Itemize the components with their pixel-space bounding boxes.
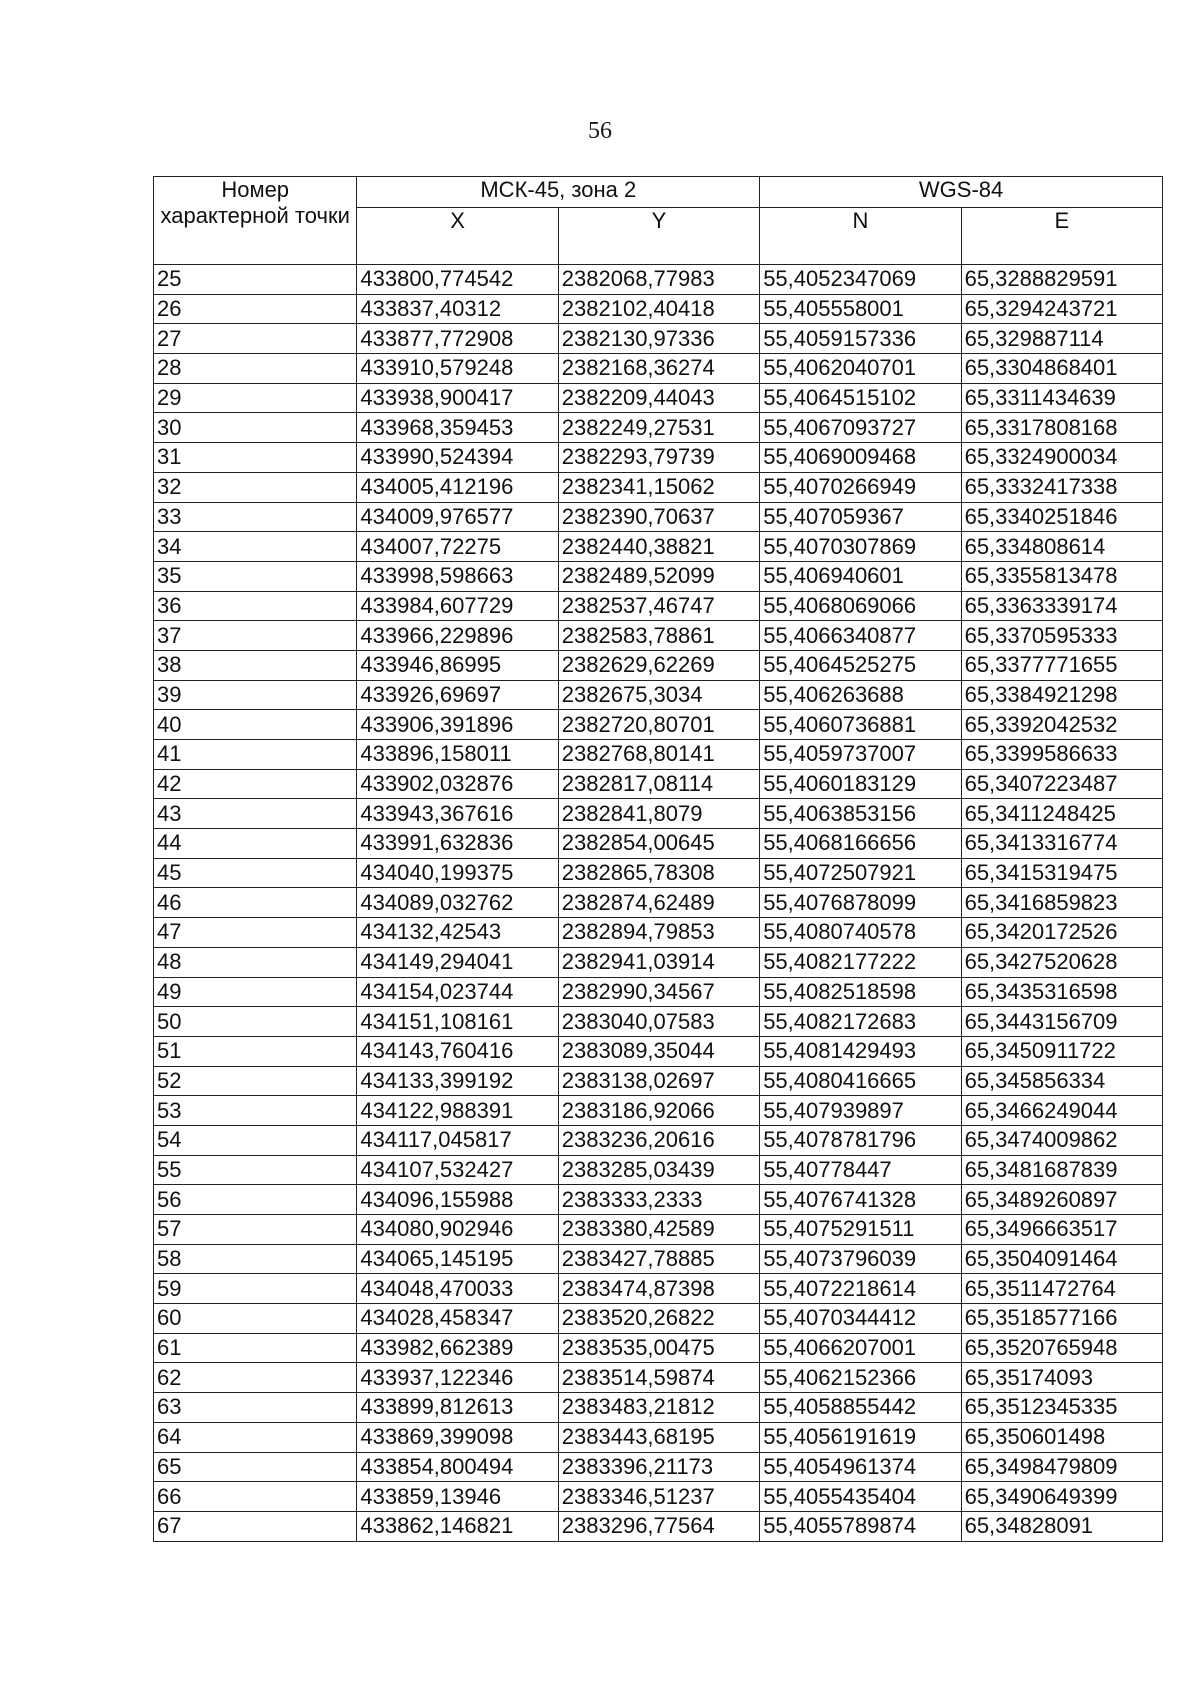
x-cell: 433899,812613: [357, 1393, 558, 1423]
n-cell: 55,4056191619: [760, 1422, 961, 1452]
x-cell: 433800,774542: [357, 265, 558, 295]
e-cell: 65,3304868401: [961, 354, 1162, 384]
e-cell: 65,3288829591: [961, 265, 1162, 295]
point-number-cell: 36: [154, 591, 357, 621]
table-row: [154, 561, 1163, 591]
x-cell: 433998,598663: [357, 561, 558, 591]
table-row: [154, 1155, 1163, 1185]
y-cell: 2382440,38821: [558, 532, 759, 562]
x-cell: 433906,391896: [357, 710, 558, 740]
table-row: [154, 354, 1163, 384]
e-cell: 65,3413316774: [961, 829, 1162, 859]
x-cell: 434149,294041: [357, 947, 558, 977]
e-cell: 65,3466249044: [961, 1096, 1162, 1126]
x-cell: 433877,772908: [357, 324, 558, 354]
table-row: [154, 1244, 1163, 1274]
point-number-cell: 65: [154, 1452, 357, 1482]
point-number-cell: 44: [154, 829, 357, 859]
n-cell: 55,4068069066: [760, 591, 961, 621]
e-cell: 65,3332417338: [961, 472, 1162, 502]
x-cell: 433990,524394: [357, 443, 558, 473]
y-cell: 2383483,21812: [558, 1393, 759, 1423]
x-cell: 434028,458347: [357, 1304, 558, 1334]
e-cell: 65,3490649399: [961, 1482, 1162, 1512]
table-row: [154, 443, 1163, 473]
table-row: [154, 1036, 1163, 1066]
table-body: [154, 265, 1163, 1542]
table-row: [154, 1333, 1163, 1363]
e-cell: 65,3294243721: [961, 294, 1162, 324]
n-cell: 55,405558001: [760, 294, 961, 324]
point-number-cell: 51: [154, 1036, 357, 1066]
n-cell: 55,407939897: [760, 1096, 961, 1126]
n-cell: 55,4070344412: [760, 1304, 961, 1334]
point-number-cell: 28: [154, 354, 357, 384]
point-number-cell: 27: [154, 324, 357, 354]
e-cell: 65,3415319475: [961, 858, 1162, 888]
x-cell: 433896,158011: [357, 740, 558, 770]
point-number-cell: 56: [154, 1185, 357, 1215]
e-cell: 65,3481687839: [961, 1155, 1162, 1185]
n-cell: 55,4067093727: [760, 413, 961, 443]
point-number-cell: 47: [154, 918, 357, 948]
n-cell: 55,4066207001: [760, 1333, 961, 1363]
table-row: [154, 1274, 1163, 1304]
table-row: [154, 1363, 1163, 1393]
x-cell: 433902,032876: [357, 769, 558, 799]
point-number-cell: 52: [154, 1066, 357, 1096]
x-cell: 434117,045817: [357, 1125, 558, 1155]
x-cell: 433968,359453: [357, 413, 558, 443]
point-number-cell: 64: [154, 1422, 357, 1452]
n-cell: 55,4060736881: [760, 710, 961, 740]
e-cell: 65,3411248425: [961, 799, 1162, 829]
e-cell: 65,345856334: [961, 1066, 1162, 1096]
point-number-cell: 41: [154, 740, 357, 770]
table-row: [154, 265, 1163, 295]
table-row: [154, 1185, 1163, 1215]
header-wgs84: WGS-84: [760, 177, 1163, 208]
point-number-cell: 42: [154, 769, 357, 799]
y-cell: 2383380,42589: [558, 1215, 759, 1245]
table-row: [154, 1007, 1163, 1037]
n-cell: 55,4076878099: [760, 888, 961, 918]
point-number-cell: 53: [154, 1096, 357, 1126]
e-cell: 65,3443156709: [961, 1007, 1162, 1037]
table-row: [154, 621, 1163, 651]
e-cell: 65,3399586633: [961, 740, 1162, 770]
n-cell: 55,4070266949: [760, 472, 961, 502]
e-cell: 65,3407223487: [961, 769, 1162, 799]
y-cell: 2382894,79853: [558, 918, 759, 948]
y-cell: 2382489,52099: [558, 561, 759, 591]
point-number-cell: 45: [154, 858, 357, 888]
point-number-cell: 54: [154, 1125, 357, 1155]
e-cell: 65,3511472764: [961, 1274, 1162, 1304]
e-cell: 65,3420172526: [961, 918, 1162, 948]
y-cell: 2382817,08114: [558, 769, 759, 799]
point-number-cell: 58: [154, 1244, 357, 1274]
x-cell: 434009,976577: [357, 502, 558, 532]
y-cell: 2382130,97336: [558, 324, 759, 354]
table-row: [154, 1393, 1163, 1423]
e-cell: 65,3474009862: [961, 1125, 1162, 1155]
table-row: [154, 1215, 1163, 1245]
y-cell: 2382629,62269: [558, 650, 759, 680]
e-cell: 65,3498479809: [961, 1452, 1162, 1482]
y-cell: 2382341,15062: [558, 472, 759, 502]
table-row: [154, 591, 1163, 621]
y-cell: 2383040,07583: [558, 1007, 759, 1037]
n-cell: 55,406940601: [760, 561, 961, 591]
n-cell: 55,40778447: [760, 1155, 961, 1185]
table-row: [154, 710, 1163, 740]
point-number-cell: 39: [154, 680, 357, 710]
y-cell: 2382537,46747: [558, 591, 759, 621]
header-msk45-zone2: МСК-45, зона 2: [357, 177, 760, 208]
coordinates-table: [153, 176, 1163, 1542]
table-row: [154, 294, 1163, 324]
e-cell: 65,334808614: [961, 532, 1162, 562]
point-number-cell: 49: [154, 977, 357, 1007]
x-cell: 434096,155988: [357, 1185, 558, 1215]
point-number-cell: 60: [154, 1304, 357, 1334]
n-cell: 55,4072507921: [760, 858, 961, 888]
e-cell: 65,3520765948: [961, 1333, 1162, 1363]
table-row: [154, 1125, 1163, 1155]
point-number-cell: 30: [154, 413, 357, 443]
y-cell: 2382874,62489: [558, 888, 759, 918]
y-cell: 2382768,80141: [558, 740, 759, 770]
point-number-cell: 62: [154, 1363, 357, 1393]
y-cell: 2383346,51237: [558, 1482, 759, 1512]
x-cell: 433991,632836: [357, 829, 558, 859]
point-number-cell: 50: [154, 1007, 357, 1037]
n-cell: 55,4070307869: [760, 532, 961, 562]
x-cell: 434007,72275: [357, 532, 558, 562]
n-cell: 55,4059157336: [760, 324, 961, 354]
n-cell: 55,4058855442: [760, 1393, 961, 1423]
x-cell: 433859,13946: [357, 1482, 558, 1512]
point-number-cell: 48: [154, 947, 357, 977]
table-row: [154, 1422, 1163, 1452]
x-cell: 433966,229896: [357, 621, 558, 651]
x-cell: 433837,40312: [357, 294, 558, 324]
e-cell: 65,3355813478: [961, 561, 1162, 591]
x-cell: 433862,146821: [357, 1511, 558, 1541]
e-cell: 65,3496663517: [961, 1215, 1162, 1245]
x-cell: 434005,412196: [357, 472, 558, 502]
n-cell: 55,4055435404: [760, 1482, 961, 1512]
table-row: [154, 1511, 1163, 1541]
table-row: [154, 502, 1163, 532]
y-cell: 2382675,3034: [558, 680, 759, 710]
n-cell: 55,4072218614: [760, 1274, 961, 1304]
point-number-cell: 43: [154, 799, 357, 829]
e-cell: 65,3416859823: [961, 888, 1162, 918]
x-cell: 433938,900417: [357, 383, 558, 413]
x-cell: 433943,367616: [357, 799, 558, 829]
x-cell: 434132,42543: [357, 918, 558, 948]
point-number-cell: 61: [154, 1333, 357, 1363]
point-number-cell: 35: [154, 561, 357, 591]
y-cell: 2382583,78861: [558, 621, 759, 651]
point-number-cell: 32: [154, 472, 357, 502]
table-row: [154, 472, 1163, 502]
table-row: [154, 1304, 1163, 1334]
table-header: [154, 177, 1163, 265]
point-number-cell: 31: [154, 443, 357, 473]
y-cell: 2382102,40418: [558, 294, 759, 324]
y-cell: 2382068,77983: [558, 265, 759, 295]
x-cell: 434048,470033: [357, 1274, 558, 1304]
n-cell: 55,4080740578: [760, 918, 961, 948]
point-number-cell: 26: [154, 294, 357, 324]
table-row: [154, 769, 1163, 799]
n-cell: 55,4080416665: [760, 1066, 961, 1096]
header-x: X: [357, 208, 558, 265]
table-row: [154, 977, 1163, 1007]
y-cell: 2382990,34567: [558, 977, 759, 1007]
n-cell: 55,4078781796: [760, 1125, 961, 1155]
table-row: [154, 324, 1163, 354]
x-cell: 433910,579248: [357, 354, 558, 384]
x-cell: 434143,760416: [357, 1036, 558, 1066]
e-cell: 65,3450911722: [961, 1036, 1162, 1066]
y-cell: 2382209,44043: [558, 383, 759, 413]
table-row: [154, 829, 1163, 859]
n-cell: 55,4055789874: [760, 1511, 961, 1541]
x-cell: 434089,032762: [357, 888, 558, 918]
e-cell: 65,35174093: [961, 1363, 1162, 1393]
e-cell: 65,3377771655: [961, 650, 1162, 680]
table-row: [154, 740, 1163, 770]
e-cell: 65,3512345335: [961, 1393, 1162, 1423]
y-cell: 2382865,78308: [558, 858, 759, 888]
y-cell: 2383443,68195: [558, 1422, 759, 1452]
n-cell: 55,4052347069: [760, 265, 961, 295]
y-cell: 2383236,20616: [558, 1125, 759, 1155]
y-cell: 2383520,26822: [558, 1304, 759, 1334]
y-cell: 2382168,36274: [558, 354, 759, 384]
x-cell: 433984,607729: [357, 591, 558, 621]
y-cell: 2383089,35044: [558, 1036, 759, 1066]
e-cell: 65,3363339174: [961, 591, 1162, 621]
n-cell: 55,4066340877: [760, 621, 961, 651]
table-row: [154, 532, 1163, 562]
e-cell: 65,3518577166: [961, 1304, 1162, 1334]
n-cell: 55,4082177222: [760, 947, 961, 977]
n-cell: 55,4059737007: [760, 740, 961, 770]
e-cell: 65,329887114: [961, 324, 1162, 354]
e-cell: 65,34828091: [961, 1511, 1162, 1541]
x-cell: 433854,800494: [357, 1452, 558, 1482]
e-cell: 65,3427520628: [961, 947, 1162, 977]
n-cell: 55,4062040701: [760, 354, 961, 384]
y-cell: 2383514,59874: [558, 1363, 759, 1393]
x-cell: 434107,532427: [357, 1155, 558, 1185]
point-number-cell: 66: [154, 1482, 357, 1512]
x-cell: 434040,199375: [357, 858, 558, 888]
y-cell: 2382941,03914: [558, 947, 759, 977]
e-cell: 65,350601498: [961, 1422, 1162, 1452]
e-cell: 65,3435316598: [961, 977, 1162, 1007]
table-row: [154, 1066, 1163, 1096]
table-row: [154, 650, 1163, 680]
n-cell: 55,406263688: [760, 680, 961, 710]
n-cell: 55,4054961374: [760, 1452, 961, 1482]
y-cell: 2383535,00475: [558, 1333, 759, 1363]
n-cell: 55,4068166656: [760, 829, 961, 859]
point-number-cell: 59: [154, 1274, 357, 1304]
y-cell: 2383474,87398: [558, 1274, 759, 1304]
y-cell: 2383285,03439: [558, 1155, 759, 1185]
e-cell: 65,3370595333: [961, 621, 1162, 651]
table-row: [154, 858, 1163, 888]
e-cell: 65,3340251846: [961, 502, 1162, 532]
point-number-cell: 63: [154, 1393, 357, 1423]
y-cell: 2383296,77564: [558, 1511, 759, 1541]
y-cell: 2383138,02697: [558, 1066, 759, 1096]
page-number: 56: [588, 118, 612, 144]
x-cell: 434154,023744: [357, 977, 558, 1007]
point-number-cell: 29: [154, 383, 357, 413]
table-row: [154, 799, 1163, 829]
n-cell: 55,4076741328: [760, 1185, 961, 1215]
header-e: E: [961, 208, 1162, 265]
n-cell: 55,4064515102: [760, 383, 961, 413]
table-row: [154, 383, 1163, 413]
y-cell: 2383333,2333: [558, 1185, 759, 1215]
x-cell: 433937,122346: [357, 1363, 558, 1393]
n-cell: 55,4064525275: [760, 650, 961, 680]
n-cell: 55,4082172683: [760, 1007, 961, 1037]
y-cell: 2383186,92066: [558, 1096, 759, 1126]
e-cell: 65,3317808168: [961, 413, 1162, 443]
header-y: Y: [558, 208, 759, 265]
x-cell: 433946,86995: [357, 650, 558, 680]
y-cell: 2382841,8079: [558, 799, 759, 829]
point-number-cell: 34: [154, 532, 357, 562]
x-cell: 434065,145195: [357, 1244, 558, 1274]
n-cell: 55,407059367: [760, 502, 961, 532]
y-cell: 2382390,70637: [558, 502, 759, 532]
point-number-cell: 37: [154, 621, 357, 651]
y-cell: 2382293,79739: [558, 443, 759, 473]
point-number-cell: 40: [154, 710, 357, 740]
table-row: [154, 947, 1163, 977]
y-cell: 2382249,27531: [558, 413, 759, 443]
point-number-cell: 33: [154, 502, 357, 532]
point-number-cell: 46: [154, 888, 357, 918]
n-cell: 55,4063853156: [760, 799, 961, 829]
point-number-cell: 25: [154, 265, 357, 295]
point-number-cell: 38: [154, 650, 357, 680]
x-cell: 434151,108161: [357, 1007, 558, 1037]
header-point-number: Номер характерной точки: [154, 177, 357, 265]
point-number-cell: 57: [154, 1215, 357, 1245]
table-row: [154, 1452, 1163, 1482]
table-row: [154, 680, 1163, 710]
x-cell: 434133,399192: [357, 1066, 558, 1096]
x-cell: 433869,399098: [357, 1422, 558, 1452]
table-row: [154, 888, 1163, 918]
table-row: [154, 918, 1163, 948]
n-cell: 55,4073796039: [760, 1244, 961, 1274]
x-cell: 433982,662389: [357, 1333, 558, 1363]
e-cell: 65,3489260897: [961, 1185, 1162, 1215]
n-cell: 55,4075291511: [760, 1215, 961, 1245]
n-cell: 55,4069009468: [760, 443, 961, 473]
e-cell: 65,3311434639: [961, 383, 1162, 413]
e-cell: 65,3384921298: [961, 680, 1162, 710]
n-cell: 55,4082518598: [760, 977, 961, 1007]
table-row: [154, 413, 1163, 443]
point-number-cell: 55: [154, 1155, 357, 1185]
x-cell: 434080,902946: [357, 1215, 558, 1245]
header-n: N: [760, 208, 961, 265]
y-cell: 2383427,78885: [558, 1244, 759, 1274]
y-cell: 2382720,80701: [558, 710, 759, 740]
table-row: [154, 1096, 1163, 1126]
e-cell: 65,3392042532: [961, 710, 1162, 740]
e-cell: 65,3324900034: [961, 443, 1162, 473]
y-cell: 2383396,21173: [558, 1452, 759, 1482]
table-row: [154, 1482, 1163, 1512]
n-cell: 55,4081429493: [760, 1036, 961, 1066]
x-cell: 434122,988391: [357, 1096, 558, 1126]
n-cell: 55,4060183129: [760, 769, 961, 799]
n-cell: 55,4062152366: [760, 1363, 961, 1393]
y-cell: 2382854,00645: [558, 829, 759, 859]
point-number-cell: 67: [154, 1511, 357, 1541]
e-cell: 65,3504091464: [961, 1244, 1162, 1274]
x-cell: 433926,69697: [357, 680, 558, 710]
